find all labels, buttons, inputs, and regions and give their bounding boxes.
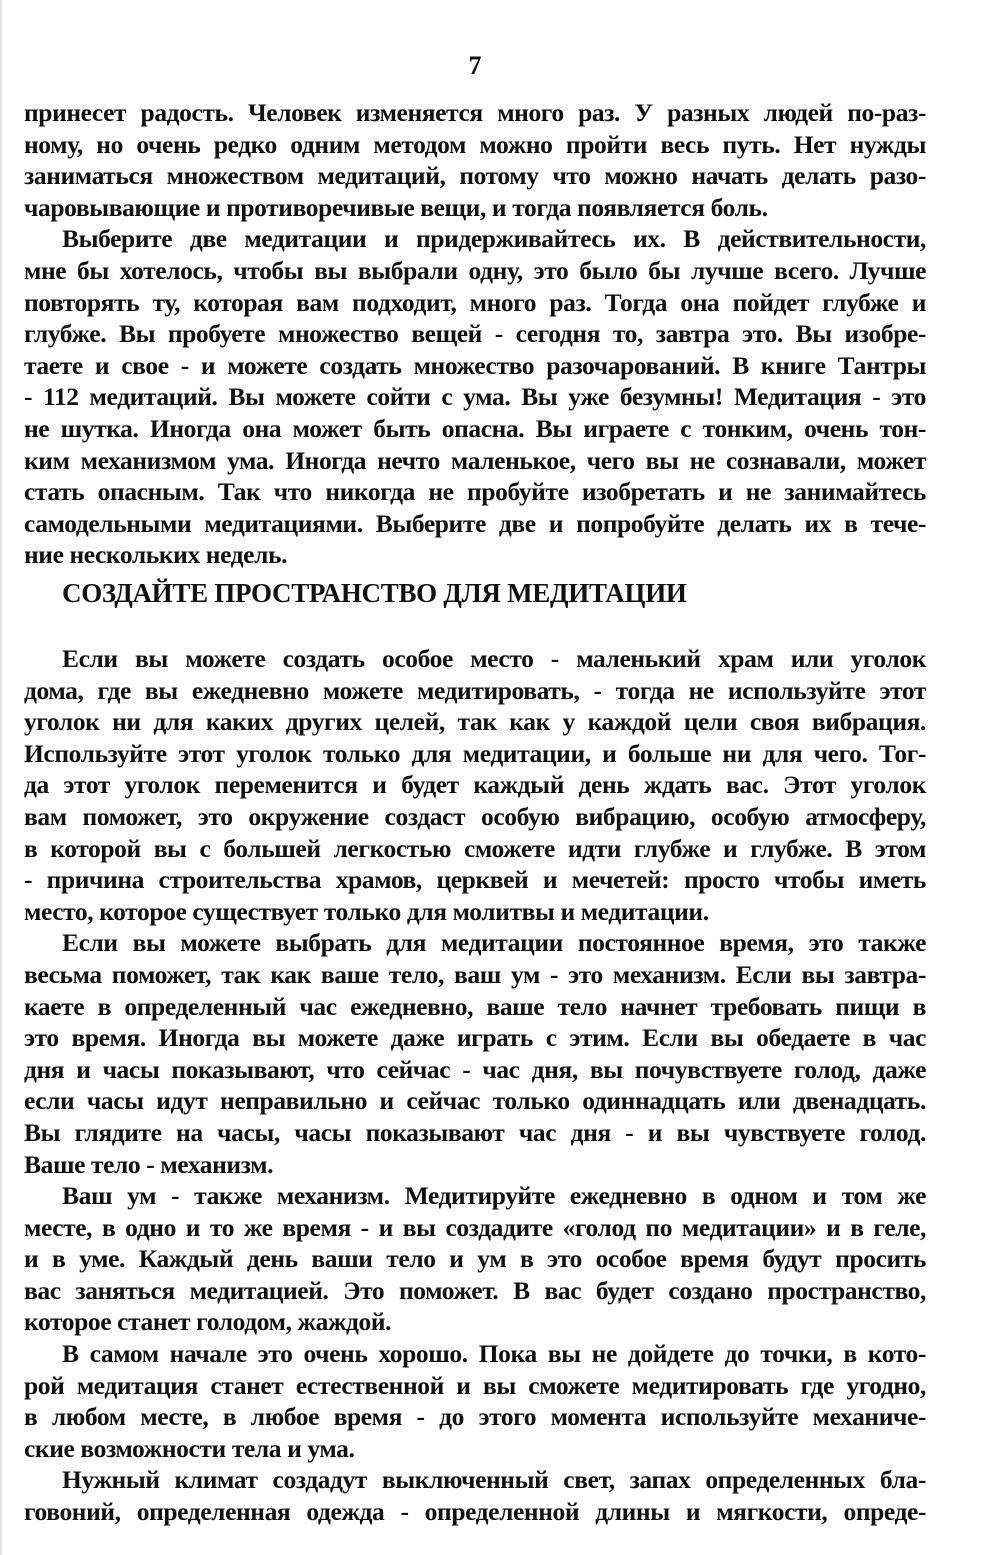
text-line: - причина строительства храмов, церквей и мечетей: просто чтобы иметь bbox=[24, 865, 926, 895]
text-line: Ваш ум - также механизм. Медитируйте ежедневно в одном и том же bbox=[62, 1181, 926, 1211]
text-line: стать опасным. Так что никогда не пробуйте изобретать и не занимайтесь bbox=[24, 477, 926, 507]
paragraph bbox=[24, 927, 926, 1180]
text-line: Вы глядите на часы, часы показывают час дня - и вы чувствуете голод. bbox=[24, 1117, 926, 1147]
text-line: ние нескольких недель. bbox=[24, 540, 288, 570]
text-line: в любом месте, в любое время - до этого момента используйте механиче- bbox=[24, 1402, 926, 1432]
text-line: мне бы хотелось, чтобы вы выбрали одну, это было бы лучше всего. Лучше bbox=[24, 255, 926, 285]
text-line: повторять ту, которая вам подходит, много раз. Тогда она пойдет глубже и bbox=[24, 287, 926, 317]
text-line: ские возможности тела и ума. bbox=[24, 1433, 355, 1463]
paragraph bbox=[24, 223, 926, 571]
text-line: таете и свое - и можете создать множество разочарований. В книге Тантры bbox=[24, 350, 926, 380]
paragraph bbox=[24, 97, 926, 223]
text-line: чаровывающие и противоречивые вещи, и тогда появляется боль. bbox=[24, 192, 768, 222]
text-line: дня и часы показывают, что сейчас - час дня, вы почувствуете голод, даже bbox=[24, 1054, 926, 1084]
text-line: Ваше тело - механизм. bbox=[24, 1149, 274, 1179]
text-line: это время. Иногда вы можете даже играть с этим. Если вы обедаете в час bbox=[24, 1023, 926, 1053]
text-line: уголок ни для каких других целей, так как у каждой цели своя вибрация. bbox=[24, 707, 926, 737]
page-number: 7 bbox=[468, 51, 482, 80]
text-line: вам поможет, это окружение создаст особую вибрацию, особую атмосферу, bbox=[24, 801, 926, 831]
paragraph bbox=[24, 1180, 926, 1338]
text-line: каете в определенный час ежедневно, ваше тело начнет требовать пищи в bbox=[24, 991, 926, 1021]
text-line: дома, где вы ежедневно можете медитировать, - тогда не используйте этот bbox=[24, 675, 926, 705]
paragraph bbox=[24, 1464, 926, 1527]
text-line: не шутка. Иногда она может быть опасна. Вы играете с тонким, очень тон- bbox=[24, 413, 926, 443]
text-line: Выберите две медитации и придерживайтесь их. В действительности, bbox=[62, 224, 926, 254]
text-line: вас заняться медитацией. Это поможет. В вас будет создано пространство, bbox=[24, 1275, 926, 1305]
text-line: говоний, определенная одежда - определенной длины и мягкости, опреде- bbox=[24, 1497, 926, 1527]
text-line: В самом начале это очень хорошо. Пока вы не дойдете до точки, в кото- bbox=[62, 1339, 926, 1369]
text-line: место, которое существует только для молитвы и медитации. bbox=[24, 896, 709, 926]
text-line: Нужный климат создадут выключенный свет, запах определенных бла- bbox=[62, 1465, 926, 1495]
text-line: ному, но очень редко одним методом можно пройти весь путь. Нет нужды bbox=[24, 129, 926, 159]
text-block-before-heading bbox=[24, 97, 926, 571]
text-line: если часы идут неправильно и сейчас только одиннадцать или двенадцать. bbox=[24, 1086, 926, 1116]
text-line: глубже. Вы пробуете множество вещей - сегодня то, завтра это. Вы изобре- bbox=[24, 319, 926, 349]
section-heading: СОЗДАЙТЕ ПРОСТРАНСТВО ДЛЯ МЕДИТАЦИИ bbox=[62, 578, 687, 608]
paragraph bbox=[24, 643, 926, 927]
text-line: самодельными медитациями. Выберите две и попробуйте делать их в тече- bbox=[24, 508, 926, 538]
page-edge-shadow bbox=[0, 0, 3, 1555]
text-block-after-heading bbox=[24, 643, 926, 1528]
text-line: - 112 медитаций. Вы можете сойти с ума. Вы уже безумны! Медитация - это bbox=[24, 382, 926, 412]
text-line: ким механизмом ума. Иногда нечто маленькое, чего вы не сознавали, может bbox=[24, 445, 926, 475]
text-line: которое станет голодом, жаждой. bbox=[24, 1307, 392, 1337]
text-line: Если вы можете создать особое место - маленький храм или уголок bbox=[62, 644, 926, 673]
text-line: принесет радость. Человек изменяется много раз. У разных людей по-раз- bbox=[24, 98, 926, 127]
text-line: да этот уголок переменится и будет каждый день ждать вас. Этот уголок bbox=[24, 770, 926, 800]
paragraph bbox=[24, 1338, 926, 1464]
text-line: месте, в одно и то же время - и вы создадите «голод по медитации» и в геле, bbox=[24, 1212, 926, 1242]
text-line: и в уме. Каждый день ваши тело и ум в это особое время будут просить bbox=[24, 1244, 926, 1274]
text-line: Используйте этот уголок только для медитации, и больше ни для чего. Тог- bbox=[24, 738, 926, 768]
text-line: Если вы можете выбрать для медитации постоянное время, это также bbox=[62, 928, 926, 958]
text-line: в которой вы с большей легкостью сможете идти глубже и глубже. В этом bbox=[24, 833, 926, 863]
text-line: весьма поможет, так как ваше тело, ваш ум - это механизм. Если вы завтра- bbox=[24, 959, 926, 989]
text-line: рой медитация станет естественной и вы сможете медитировать где угодно, bbox=[24, 1370, 926, 1400]
text-line: заниматься множеством медитаций, потому что можно начать делать разо- bbox=[24, 161, 926, 191]
